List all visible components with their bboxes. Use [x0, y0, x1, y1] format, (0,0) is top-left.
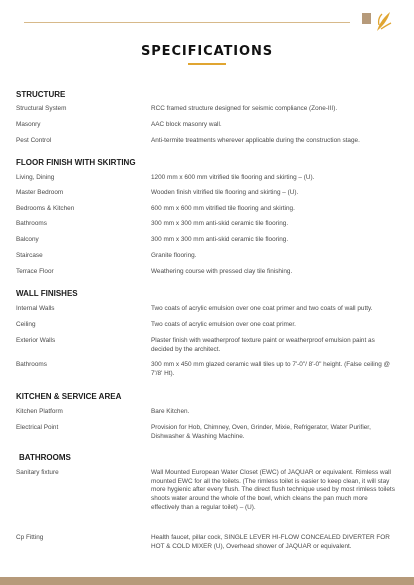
spec-label: Bedrooms & Kitchen [16, 205, 75, 212]
spec-value: 300 mm x 300 mm anti-skid ceramic tile flooring. [151, 220, 289, 227]
spec-value: Wall Mounted European Water Closet (EWC) of JAQUAR or equivalent. Rimless wall mounted EWC for all the toilets. (The rimless toilet is easier to keep clean, it will stay more hygienic after every flush. The direct flush technique used by most rimless toilets shoots water around the whole of the bowl, which cleans the pan much more effectively than a regular toilet) – (U). [151, 469, 395, 511]
spec-label: Internal Walls [16, 305, 55, 312]
spec-label: Living, Dining [16, 174, 55, 181]
spec-value: Wooden finish vitrified tile flooring and skirting – (U). [151, 189, 299, 196]
wheat-leaf-icon [373, 10, 393, 32]
header-rule [24, 22, 350, 23]
spec-label: Master Bedroom [16, 189, 64, 196]
spec-label: Ceiling [16, 321, 36, 328]
logo-block [362, 13, 371, 24]
spec-label: Kitchen Platform [16, 408, 63, 415]
spec-label: Structural System [16, 105, 67, 112]
section-heading: BATHROOMS [19, 453, 71, 462]
spec-label: Terrace Floor [16, 268, 54, 275]
spec-value: Two coats of acrylic emulsion over one coat primer. [151, 321, 296, 328]
spec-label: Pest Control [16, 137, 52, 144]
section-heading: WALL FINISHES [16, 289, 78, 298]
spec-value: 600 mm x 600 mm vitrified tile flooring and skirting. [151, 205, 295, 212]
section-heading: STRUCTURE [16, 90, 66, 99]
spec-label: Bathrooms [16, 220, 47, 227]
spec-label: Sanitary fixture [16, 469, 59, 476]
spec-label: Electrical Point [16, 424, 59, 431]
spec-label: Balcony [16, 236, 39, 243]
section-heading: KITCHEN & SERVICE AREA [16, 392, 122, 401]
spec-value: 300 mm x 300 mm anti-skid ceramic tile flooring. [151, 236, 289, 243]
spec-value: RCC framed structure designed for seismic compliance (Zone-III). [151, 105, 338, 112]
spec-value: Weathering course with pressed clay tile finishing. [151, 268, 293, 275]
spec-value: Granite flooring. [151, 252, 197, 259]
spec-value: Provision for Hob, Chimney, Oven, Grinder, Mixie, Refrigerator, Water Purifier, Dishwasher & Washing Machine. [151, 424, 371, 440]
spec-label: Bathrooms [16, 361, 47, 368]
spec-value: Two coats of acrylic emulsion over one coat primer and two coats of wall putty. [151, 305, 373, 312]
footer-bar [0, 577, 414, 585]
page-title: SPECIFICATIONS [140, 44, 274, 59]
spec-label: Masonry [16, 121, 41, 128]
spec-value: Health faucet, pillar cock, SINGLE LEVER HI-FLOW CONCEALED DIVERTER FOR HOT & COLD MIXER (U), Overhead shower of JAQUAR or equivalent. [151, 534, 390, 550]
spec-value: 300 mm x 450 mm glazed ceramic wall tiles up to 7'-0"/ 8'-0" height. (False ceiling @ 7'/8' Ht). [151, 361, 391, 377]
spec-label: Cp Fitting [16, 534, 44, 541]
spec-value: Bare Kitchen. [151, 408, 190, 415]
spec-value: 1200 mm x 600 mm vitrified tile flooring and skirting – (U). [151, 174, 315, 181]
spec-value: AAC block masonry wall. [151, 121, 222, 128]
spec-value: Plaster finish with weatherproof texture paint or weatherproof emulsion paint as decided by the architect. [151, 337, 375, 353]
spec-label: Exterior Walls [16, 337, 56, 344]
spec-label: Staircase [16, 252, 43, 259]
brand-logo [362, 10, 396, 32]
section-heading: FLOOR FINISH WITH SKIRTING [16, 158, 136, 167]
title-underline [188, 63, 226, 65]
spec-value: Anti-termite treatments wherever applicable during the construction stage. [151, 137, 360, 144]
